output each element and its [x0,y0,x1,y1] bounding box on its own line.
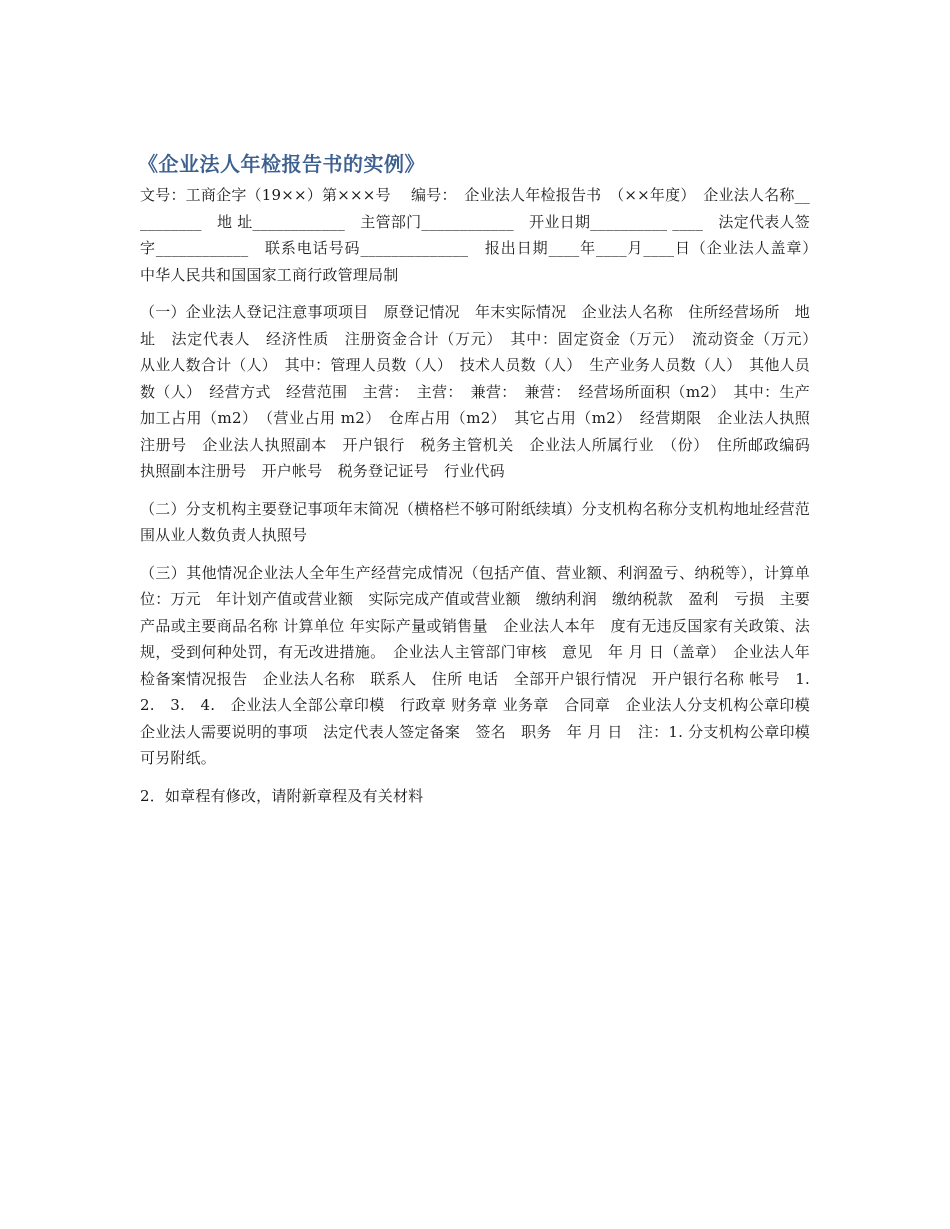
document-title: 《企业法人年检报告书的实例》 [138,152,425,176]
document-header-paragraph: 文号：工商企字（19××）第×××号 编号： 企业法人年检报告书 （××年度） 企业法人名称__________ 地 址____________ 主管部门____________ 开业日期__________ ____ 法定代表人签字____________ 联系电话号码______________ 报出日期____年____月____日（企业法人盖章） 中华人民共和国国家工商行政管理局制 [140,186,826,284]
document-page [138,148,826,820]
section-two-paragraph: （二）分支机构主要登记事项年末简况（横格栏不够可附纸续填）分支机构名称分支机构地址经营范围从业人数负责人执照号 [140,499,810,544]
section-three-paragraph: （三）其他情况企业法人全年生产经营完成情况（包括产值、营业额、利润盈亏、纳税等），计算单位：万元 年计划产值或营业额 实际完成产值或营业额 缴纳利润 缴纳税款 盈利 亏损 主要产品或主要商品名称 计算单位 年实际产量或销售量 企业法人本年 度有无违反国家有关政策、法规，受到何种处罚，有无改进措施。 企业法人主管部门审核 意见 年 月 日（盖章） 企业法人年检备案情况报告 企业法人名称 联系人 住所 电话 全部开户银行情况 开户银行名称 帐号 1. 2. 3. 4. 企业法人全部公章印模 行政章 财务章 业务章 合同章 企业法人分支机构公章印模 企业法人需要说明的事项 法定代表人签定备案 签名 职务 年 月 日 注：1. 分支机构公章印模可另附纸。 [140,563,826,767]
note-paragraph: 2．如章程有修改，请附新章程及有关材料 [140,786,424,805]
section-one-paragraph: （一）企业法人登记注意事项项目 原登记情况 年末实际情况 企业法人名称 住所经营场所 地址 法定代表人 经济性质 注册资金合计（万元） 其中：固定资金（万元） 流动资金（万元） 从业人数合计（人） 其中：管理人员数（人） 技术人员数（人） 生产业务人员数（人） 其他人员数（人） 经营方式 经营范围 主营： 主营： 兼营： 兼营： 经营场所面积（m2） 其中：生产加工占用（m2） （营业占用 m2） 仓库占用（m2） 其它占用（m2） 经营期限 企业法人执照注册号 企业法人执照副本 开户银行 税务主管机关 企业法人所属行业 （份） 住所邮政编码 执照副本注册号 开户帐号 税务登记证号 行业代码 [140,303,826,480]
